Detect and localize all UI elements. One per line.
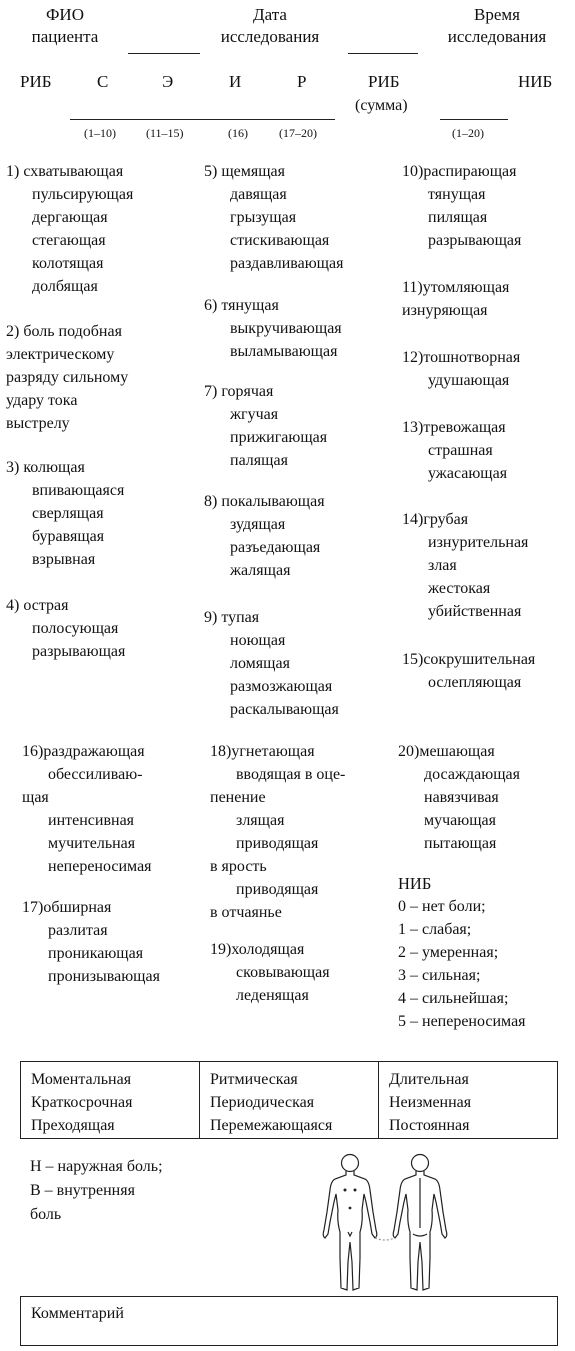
comment-box[interactable] bbox=[20, 1296, 558, 1346]
nib-scale-item: 0 – нет боли; bbox=[398, 898, 486, 915]
descriptor-group-8: 8) покалывающая зудящая разъедающая жалящая bbox=[204, 493, 325, 579]
nib-scale-item: 1 – слабая; bbox=[398, 921, 472, 938]
range-nib: (1–20) bbox=[452, 126, 484, 140]
temporal-pattern-table bbox=[20, 1061, 558, 1139]
descriptor-group-6: 6) тянущая выкручивающая выламывающая bbox=[204, 297, 342, 360]
e-label: Э bbox=[162, 72, 174, 91]
range-e: (11–15) bbox=[146, 126, 184, 140]
descriptor-group-11: 11)утомляющая изнуряющая bbox=[402, 279, 510, 319]
descriptor-group-16: 16)раздражающая обессиливаю- щая интенсивная мучительная непереносимая bbox=[22, 743, 152, 875]
nib-scale-item: 3 – сильная; bbox=[398, 967, 481, 984]
patient-name-label: ФИО пациента bbox=[31, 5, 99, 46]
nib-score-field[interactable] bbox=[440, 119, 508, 120]
nib-scale-item: 5 – непереносимая bbox=[398, 1013, 526, 1030]
descriptor-group-13: 13)тревожащая страшная ужасающая bbox=[402, 419, 508, 482]
descriptor-group-2: 2) боль подобная электрическому разряду сильному удару тока выстрелу bbox=[6, 323, 129, 432]
descriptor-group-15: 15)сокрушительная ослепляющая bbox=[402, 651, 536, 691]
nib-label: НИБ bbox=[518, 72, 553, 91]
nib-scale-title: НИБ bbox=[398, 874, 432, 893]
body-back-figure bbox=[393, 1155, 447, 1291]
nib-scale bbox=[398, 872, 526, 1033]
temporal-column-rhythmic[interactable]: Ритмическая Периодическая Перемежающаяся bbox=[199, 1062, 378, 1138]
descriptor-group-17: 17)обширная разлитая проникающая пронизывающая bbox=[22, 899, 160, 985]
r-label: Р bbox=[297, 72, 307, 91]
descriptor-group-1: 1) схватывающая пульсирующая дергающая стегающая колотящая долбящая bbox=[6, 163, 134, 295]
temporal-column-brief[interactable]: Моментальная Краткосрочная Преходящая bbox=[31, 1071, 133, 1134]
descriptor-group-3: 3) колющая впивающаяся сверлящая буравящая взрывная bbox=[6, 459, 125, 568]
descriptor-group-5: 5) щемящая давящая грызущая стискивающая раздавливающая bbox=[204, 163, 344, 272]
body-front-figure bbox=[323, 1155, 377, 1291]
date-field[interactable] bbox=[348, 53, 418, 54]
comment-label: Комментарий bbox=[31, 1305, 124, 1322]
rib-score-field[interactable] bbox=[70, 119, 335, 120]
rib-sum-label: РИБ bbox=[368, 72, 400, 91]
descriptor-group-10: 10)распирающая тянущая пилящая разрывающая bbox=[402, 163, 522, 249]
date-label: Дата исследования bbox=[220, 5, 320, 46]
descriptor-group-7: 7) горячая жгучая прижигающая палящая bbox=[204, 383, 328, 469]
descriptor-group-14: 14)грубая изнурительная злая жестокая убийственная bbox=[402, 511, 529, 620]
descriptor-group-12: 12)тошнотворная удушающая bbox=[402, 349, 521, 389]
descriptor-group-18: 18)угнетающая вводящая в оце- пенение злящая приводящая в ярость приводящая в отчаянье bbox=[210, 743, 346, 921]
descriptor-group-19: 19)холодящая сковывающая леденящая bbox=[210, 941, 330, 1004]
s-label: С bbox=[97, 72, 109, 91]
range-i: (16) bbox=[228, 126, 248, 140]
nib-scale-item: 2 – умеренная; bbox=[398, 944, 499, 961]
body-map[interactable] bbox=[305, 1150, 465, 1296]
range-r: (17–20) bbox=[279, 126, 317, 140]
location-legend: Н – наружная боль; В – внутренняя боль bbox=[30, 1158, 163, 1223]
nib-scale-item: 4 – сильнейшая; bbox=[398, 990, 509, 1007]
i-label: И bbox=[229, 72, 242, 91]
temporal-column-continuous[interactable]: Длительная Неизменная Постоянная bbox=[378, 1062, 557, 1138]
descriptor-group-9: 9) тупая ноющая ломящая размозжающая раскалывающая bbox=[204, 609, 339, 718]
time-label: Время исследования bbox=[447, 5, 547, 46]
patient-name-field[interactable] bbox=[128, 53, 200, 54]
descriptor-group-20: 20)мешающая досаждающая навязчивая мучающая пытающая bbox=[398, 743, 520, 852]
rib-sum-sublabel: (сумма) bbox=[355, 97, 408, 114]
range-s: (1–10) bbox=[84, 126, 116, 140]
descriptor-group-4: 4) острая полосующая разрывающая bbox=[6, 597, 126, 660]
rib-label: РИБ bbox=[20, 72, 52, 91]
